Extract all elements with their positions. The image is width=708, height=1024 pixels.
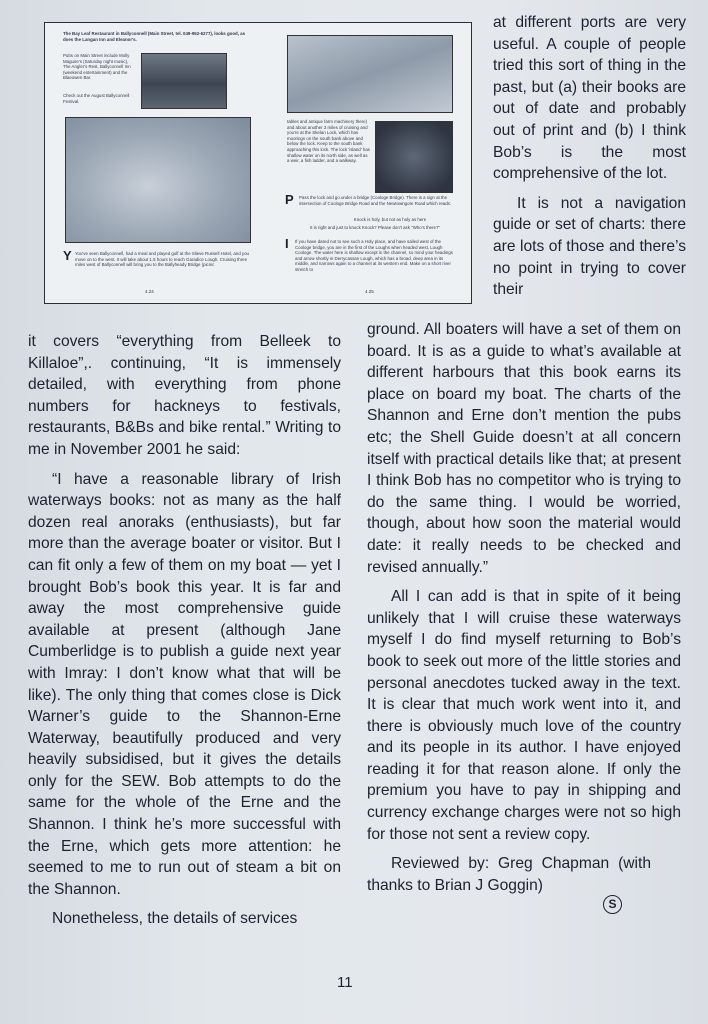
pub-photo xyxy=(141,53,227,109)
society-logo-icon: S xyxy=(603,895,622,914)
paragraph-ports: at different ports are very useful. A couple of people tried this sort of thing in the past, but (a) their books are out of date and probably out of print and (b) I think Bob’s is the most comprehensive of the lot. xyxy=(493,14,686,183)
clipping-caption-festival: Check out the August Ballyconnell Festival. xyxy=(63,93,130,104)
drop-cap-p: P xyxy=(285,192,294,207)
clipping-left-bottom-text: You've seen Ballyconnell, had a meal and played golf at the Slieve Russell Hotel, and you move on to the west. It will take about 1.5 hours to reach Garadice Lough. Cruising three miles west of Ballyconnell will bring you to the Ballyheady Bridge (picnic xyxy=(75,251,249,268)
paragraph-ground: ground. All boaters will have a set of them on board. It is as a guide to what’s available at different harbours that this book earns its place on board my boat. The charts of the Shannon and Erne don’t mention the pubs etc; the Shell Guide doesn’t at all concern itself with practical details like that; at present I think Bob has no competitor who is trying to do the same thing. I would be worried, though, about how soon the material would date: it really needs to be checked and revised annually.” xyxy=(367,321,681,576)
paragraph-all-i-can-add: All I can add is that in spite of it being unlikely that I will cruise these waterways myself I do find myself returning to Bob’s book to seek out more of the little stories and personal anecdotes tucked away in the text. It is clear that much work went into it, and there is obviously much love of the country and its people in its author. I have enjoyed reading it for that reason alone. If only the premium you have to pay in shipping and currency exchange charges were not so high for those not sent a review copy. xyxy=(367,588,681,843)
clipping-side-text: tables and antique farm machinery there) and about another 3 miles of cruising and you're at the Skelan Lock, which has moorings on the south bank above and below the lock. Keep to the south bank approaching this lock. The lock 'island' has shallow water on its north side, as well as a weir, a fish ladder, and a walkway. xyxy=(287,119,370,164)
book-excerpt-clipping xyxy=(44,22,472,304)
clipping-knock-text: Knock is holy, but not as holy as here xyxy=(353,217,427,222)
clipping-bridge-text: Pass the lock and go under a bridge (Coologe Bridge). There is a sign at the intersection of Coologe Bridge Road and the Newtowngore Road which reads: xyxy=(299,195,452,206)
page-number: 11 xyxy=(337,974,353,991)
paragraph-covers: it covers “everything from Belleek to Killaloe”,. continuing, “It is immensely detailed, with everything from phone numbers for hackneys to festivals, restaurants, B&Bs and bike rental.” Writing to me in November 2001 he said: xyxy=(28,333,341,458)
lough-aerial-photo xyxy=(375,121,453,193)
clipping-right-bottom-text: If you have dared not to see such a Holy place, and have sailed west of the Coologe bridge, you are in the first of the Loughs when headed west, Lough Coologe. The water here is shallow except in the channel, so mind your headings and arrow shortly in Derrycassan Lough, which has a broad, deep area in its middle, and narrows again to a channel at its western end. Make on a short river stretch to xyxy=(295,239,453,272)
clipping-caption-pubs: Pubs on Main Street include Molly Maguire's (Saturday night music), The Angler's Rest, Ballyconnell Inn (weekend entertainment) and the Blaeowen Bar. xyxy=(63,53,131,81)
clipping-knock-text2: It is right and just to knock Knock? Please don't ask "Who's there?" xyxy=(310,225,440,230)
clipping-page-left: 4.24 xyxy=(145,289,154,294)
clipping-page-right: 4.25 xyxy=(365,289,374,294)
paragraph-nonetheless: Nonetheless, the details of services xyxy=(52,910,298,928)
right-column xyxy=(367,319,681,896)
paragraph-navigation: It is not a navigation guide or set of charts: there are lots of those and there’s no point in trying to cover their xyxy=(493,194,686,299)
left-column xyxy=(28,331,341,930)
waterway-map-image xyxy=(287,35,453,113)
right-column-top xyxy=(493,12,686,301)
lough-map-image xyxy=(65,117,251,243)
paragraph-quote: “I have a reasonable library of Irish waterways books: not as many as the half dozen real anoraks (enthusiasts), but far more than the average boater or visitor. But I can fit only a few of them on my boat — yet I brought Bob’s book this year. It is far and away the most comprehensive guide available at present (although Jane Cumberlidge is to publish a guide next year with Imray: I don’t know what that will be like). The only thing that comes close is Dick Warner’s guide to the Shannon-Erne Waterway, beautifully produced and very heavily subsidised, but it gives the details only for the SEW. Bob attempts to do the same for the whole of the Erne and the Shannon. I think he’s more successful with the Erne, which gets more attention: he seemed to me to run out of steam a bit on the Shannon. xyxy=(28,470,341,898)
drop-cap-i: I xyxy=(285,236,289,251)
clipping-caption-top: The Bay Leaf Restaurant in Ballyconnell (Main Street, tel. 049-952-6277), looks good, as does the Langan Inn and Eleanor's. xyxy=(63,31,246,42)
drop-cap-y: Y xyxy=(63,248,72,263)
reviewer-credit: Reviewed by: Greg Chapman (with thanks to Brian J Goggin) xyxy=(367,855,651,894)
